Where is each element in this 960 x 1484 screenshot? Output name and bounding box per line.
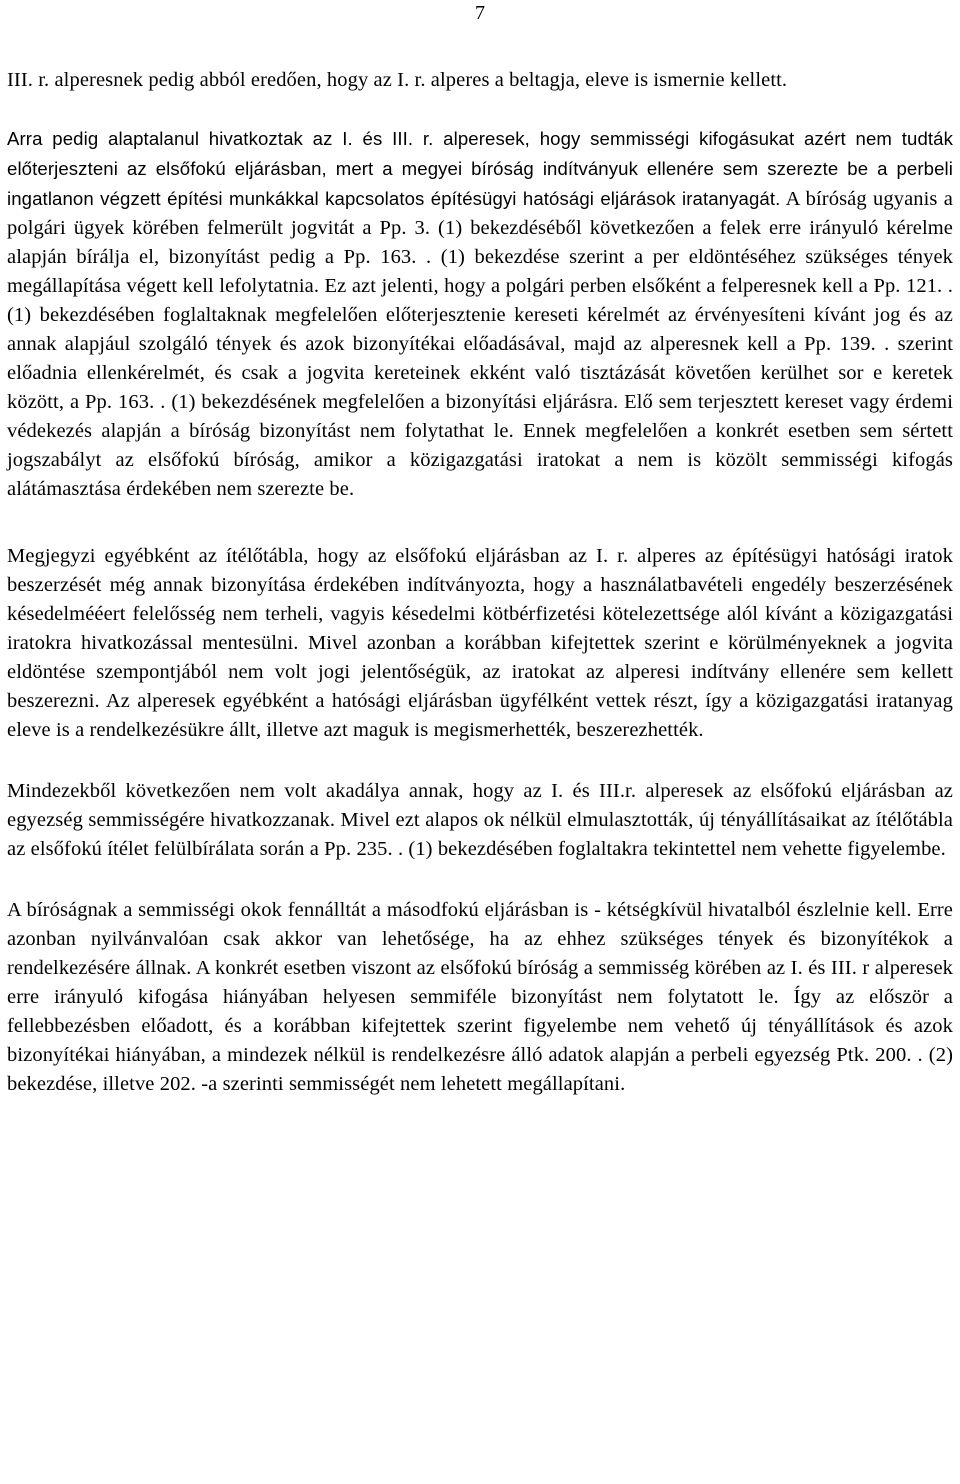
paragraph-5 bbox=[7, 896, 953, 1099]
page-number: 7 bbox=[475, 2, 485, 24]
document-body bbox=[7, 66, 953, 1099]
paragraph-3-text: Megjegyzi egyébként az ítélőtábla, hogy az elsőfokú eljárásban az I. r. alperes az építésügyi hatósági iratok beszerzését még annak bizonyítása érdekében indítványozta, hogy a használatbavételi engedély beszerzésének késedelmééert felelősség nem terheli, vagyis késedelmi kötbérfizetési kötelezettsége alól kívánt a közigazgatási iratokra hivatkozással mentesülni. Mivel azonban a korábban kifejtettek szerint e körülményeknek a jogvita eldöntése szempontjából nem volt jogi jelentőségük, az iratokat az alperesi indítvány ellenére sem kellett beszerezni. Az alperesek egyébként a hatósági eljárásban ügyfélként vettek részt, így a közigazgatási iratanyag eleve is a rendelkezésükre állt, illetve azt maguk is megismerhették, beszerezhették. bbox=[7, 545, 953, 741]
paragraph-2 bbox=[7, 124, 953, 504]
paragraph-1-text: III. r. alperesnek pedig abból eredően, hogy az I. r. alperes a beltagja, eleve is ismernie kellett. bbox=[7, 69, 788, 91]
paragraph-2-text-part-2: A bíróság ugyanis a polgári ügyek körében felmerült jogvitát a Pp. 3. (1) bekezdéséből következően a felek erre irányuló kérelme alapján bírálja el, bizonyítást pedig a Pp. 163. . (1) bekezdése szerint a per eldöntéséhez szükséges tények megállapítása végett kell lefolytatnia. Ez azt jelenti, hogy a polgári perben elsőként a felperesnek kell a Pp. 121. . (1) bekezdésében foglaltaknak megfelelően előterjesztenie kereseti kérelmét az érvényesíteni kívánt jog és az annak alapjául szolgáló tények és azok bizonyítékai előadásával, majd az alperesnek kell a Pp. 139. . szerint előadnia ellenkérelmét, és csak a jogvita kereteinek ekként való tisztázását követően kerülhet sor e keretek között, a Pp. 163. . (1) bekezdésének megfelelően a bizonyítási eljárásra. Elő sem terjesztett kereset vagy érdemi védekezés alapján a bíróság bizonyítást nem folytathat le. Ennek megfelelően a konkrét esetben sem sértett jogszabályt az elsőfokú bíróság, amikor a közigazgatási iratokat a nem is közölt semmisségi kifogás alátámasztása érdekében nem szerezte be. bbox=[7, 188, 954, 500]
paragraph-2-text-part-1: Arra pedig alaptalanul hivatkoztak az I. és III. r. alperesek, hogy semmisségi kifogásukat azért nem tudták előterjeszteni az elsőfokú eljárásban, mert a megyei bíróság indítványuk ellenére sem szerezte be a perbeli ingatlanon végzett építési munkákkal kapcsolatos építésügyi hatósági eljárások iratanyagát. bbox=[7, 128, 953, 209]
paragraph-4 bbox=[7, 777, 953, 864]
paragraph-4-text: Mindezekből következően nem volt akadálya annak, hogy az I. és III.r. alperesek az elsőfokú eljárásban az egyezség semmisségére hivatkozzanak. Mivel ezt alapos ok nélkül elmulasztották, új tényállításaikat az ítélőtábla az elsőfokú ítélet felülbírálata során a Pp. 235. . (1) bekezdésében foglaltakra tekintettel nem vehette figyelembe. bbox=[7, 780, 953, 860]
paragraph-5-text: A bíróságnak a semmisségi okok fennálltát a másodfokú eljárásban is - kétségkívül hivatalból észlelnie kell. Erre azonban nyilvánvalóan csak akkor van lehetősége, ha az ehhez szükséges tények és bizonyítékok a rendelkezésére állnak. A konkrét esetben viszont az elsőfokú bíróság a semmisség körében az I. és III. r alperesek erre irányuló kifogása hiányában helyesen semmiféle bizonyítást nem folytatott le. Így az először a fellebbezésben előadott, és a korábban kifejtettek szerint figyelembe nem vehető új tényállítások és azok bizonyítékai hiányában, a mindezek nélkül is rendelkezésre álló adatok alapján a perbeli egyezség Ptk. 200. . (2) bekezdése, illetve 202. -a szerinti semmisségét nem lehetett megállapítani. bbox=[7, 899, 953, 1095]
paragraph-1 bbox=[7, 66, 953, 95]
paragraph-3 bbox=[7, 542, 953, 745]
